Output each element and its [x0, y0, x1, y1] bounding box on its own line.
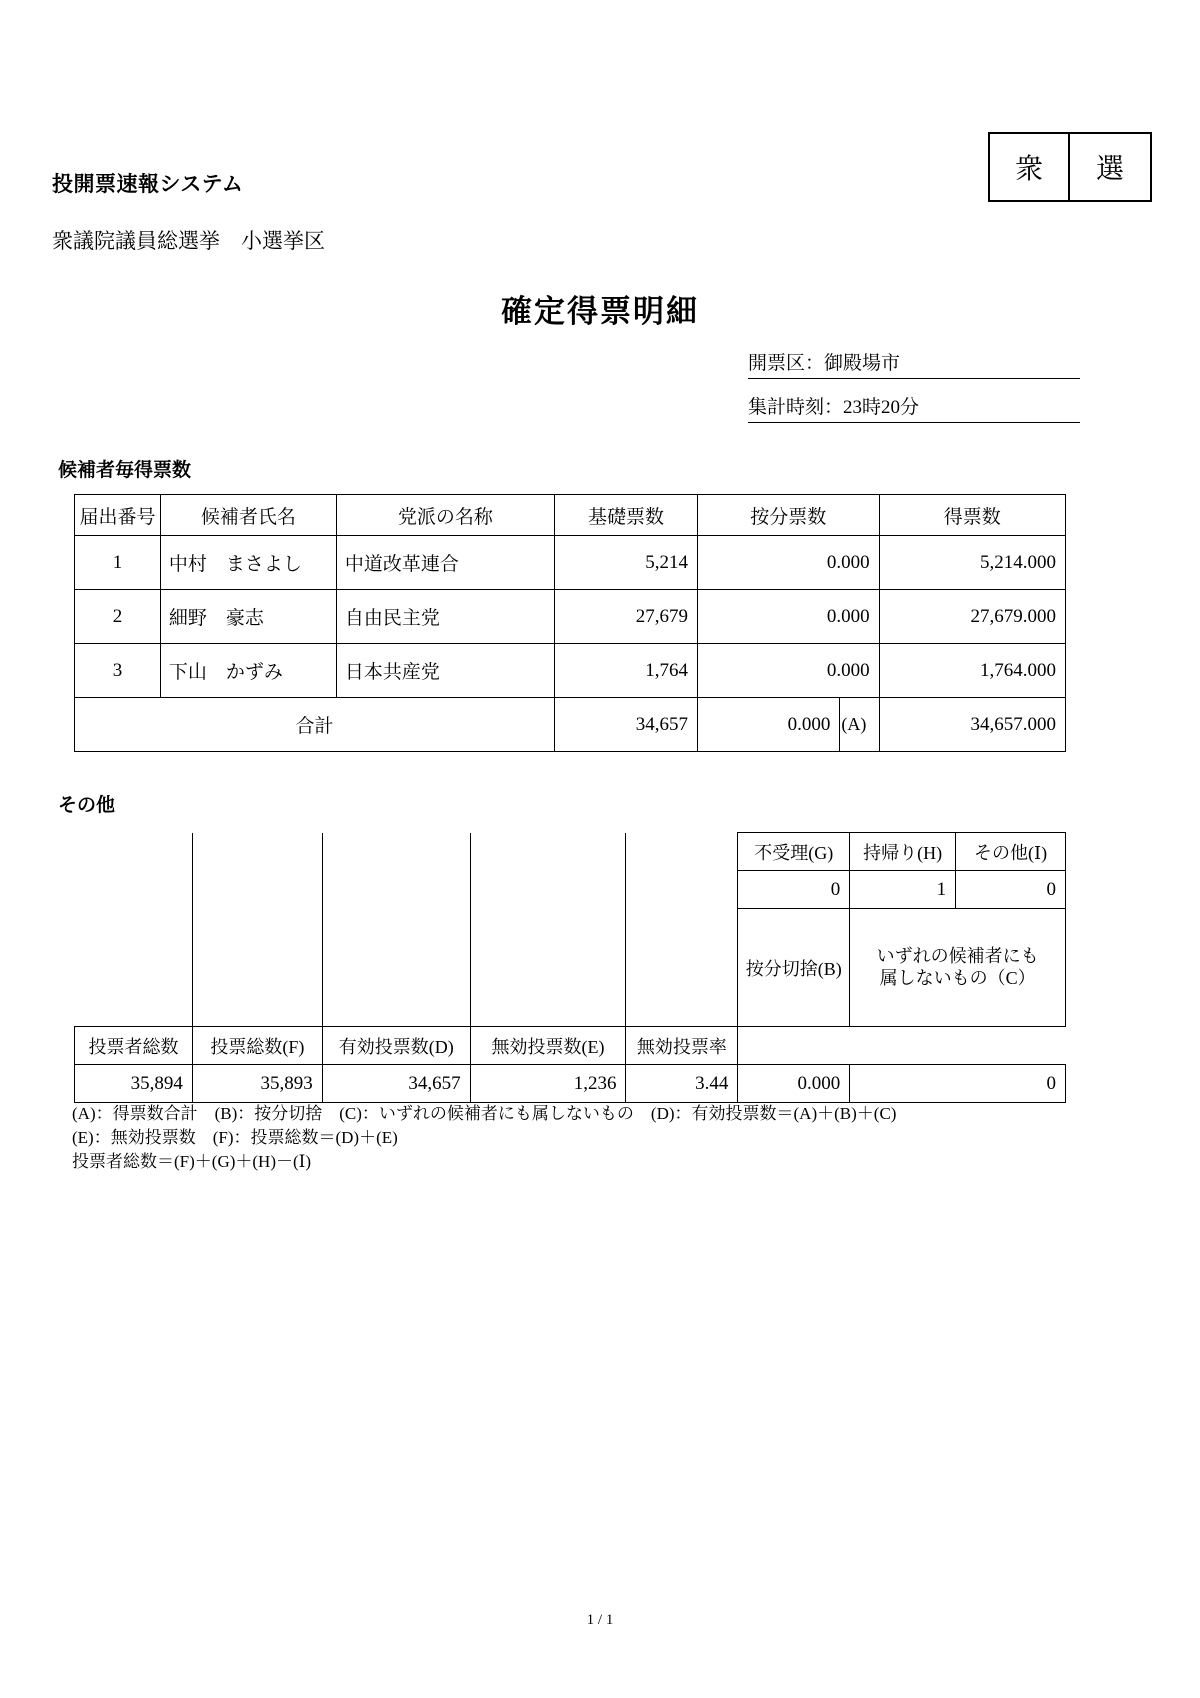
total-proportional-votes: 0.000	[697, 698, 839, 752]
candidate-proportional-votes: 0.000	[697, 590, 879, 644]
legend-line-3: 投票者総数＝(F)＋(G)＋(H)－(Ⅰ)	[72, 1152, 312, 1172]
candidate-party: 自由民主党	[336, 590, 554, 644]
candidate-party: 日本共産党	[336, 644, 554, 698]
candidate-no: 1	[75, 536, 161, 590]
total-base-votes: 34,657	[555, 698, 698, 752]
column-header-other: その他(Ⅰ)	[956, 833, 1066, 871]
column-header-proportional-truncation: 按分切捨(B)	[738, 909, 850, 1027]
other-section-heading: その他	[58, 794, 116, 816]
value-valid-votes: 34,657	[322, 1065, 470, 1103]
legend-line-1: (A)：得票数合計 (B)：按分切捨 (C)：いずれの候補者にも属しないもの (D)：有効投票数＝(A)＋(B)＋(C)	[72, 1104, 897, 1123]
other-value-bottom-row	[75, 1065, 1066, 1103]
stamp-box-sen: 選	[1070, 132, 1152, 202]
value-proportional-truncation: 0.000	[738, 1065, 850, 1103]
column-header-voters-total: 投票者総数	[75, 1027, 193, 1065]
value-voters-total: 35,894	[75, 1065, 193, 1103]
candidate-name: 中村 まさよし	[160, 536, 336, 590]
table-header-row	[75, 495, 1066, 536]
other-votes-table	[74, 832, 1066, 1103]
legend-line-2: (E)：無効投票数 (F)：投票総数＝(D)＋(E)	[72, 1128, 398, 1148]
column-header-base-votes: 基礎票数	[555, 495, 698, 536]
candidate-votes-table	[74, 494, 1066, 752]
value-taken-home: 1	[850, 871, 956, 909]
page-indicator: 1 / 1	[586, 1612, 614, 1628]
value-invalid-rate: 3.44	[626, 1065, 738, 1103]
column-header-invalid-rate: 無効投票率	[626, 1027, 738, 1065]
other-sub-header-row	[75, 1027, 1066, 1065]
value-invalid-votes: 1,236	[470, 1065, 626, 1103]
column-header-no: 届出番号	[75, 495, 161, 536]
value-not-accepted: 0	[738, 871, 850, 909]
candidate-total-votes: 5,214.000	[879, 536, 1065, 590]
total-proportional-tag: (A)	[840, 698, 879, 752]
table-row	[75, 536, 1066, 590]
other-header-top-row	[75, 833, 1066, 871]
value-other: 0	[956, 871, 1066, 909]
election-name: 衆議院議員総選挙 小選挙区	[52, 229, 325, 253]
table-row	[75, 644, 1066, 698]
column-header-party: 党派の名称	[336, 495, 554, 536]
column-header-not-accepted: 不受理(G)	[738, 833, 850, 871]
candidate-name: 細野 豪志	[160, 590, 336, 644]
column-header-invalid-votes: 無効投票数(E)	[470, 1027, 626, 1065]
value-unassigned: 0	[850, 1065, 1066, 1103]
candidate-proportional-votes: 0.000	[697, 644, 879, 698]
candidate-section-heading: 候補者毎得票数	[58, 459, 192, 481]
column-header-name: 候補者氏名	[160, 495, 336, 536]
candidate-base-votes: 1,764	[555, 644, 698, 698]
stamp-box-group	[988, 132, 1152, 202]
candidate-base-votes: 5,214	[555, 536, 698, 590]
candidate-party: 中道改革連合	[336, 536, 554, 590]
legend-block	[72, 1102, 896, 1174]
system-title: 投開票速報システム	[52, 172, 244, 196]
total-label: 合計	[75, 698, 555, 752]
column-header-proportional-votes: 按分票数	[697, 495, 879, 536]
table-row	[75, 590, 1066, 644]
column-header-total-votes: 得票数	[879, 495, 1065, 536]
candidate-total-votes: 1,764.000	[879, 644, 1065, 698]
column-header-unassigned: いずれの候補者にも 属しないもの（C）	[850, 909, 1066, 1027]
stamp-box-shu: 衆	[988, 132, 1070, 202]
district-line: 開票区：御殿場市	[748, 348, 1080, 379]
candidate-no: 3	[75, 644, 161, 698]
table-total-row	[75, 698, 1066, 752]
total-total-votes: 34,657.000	[879, 698, 1065, 752]
candidate-total-votes: 27,679.000	[879, 590, 1065, 644]
candidate-proportional-votes: 0.000	[697, 536, 879, 590]
column-header-taken-home: 持帰り(H)	[850, 833, 956, 871]
candidate-name: 下山 かずみ	[160, 644, 336, 698]
column-header-votes-total: 投票総数(F)	[192, 1027, 322, 1065]
candidate-no: 2	[75, 590, 161, 644]
page-title: 確定得票明細	[501, 294, 699, 330]
column-header-valid-votes: 有効投票数(D)	[322, 1027, 470, 1065]
tally-time-line: 集計時刻：23時20分	[748, 392, 1080, 423]
candidate-base-votes: 27,679	[555, 590, 698, 644]
value-votes-total: 35,893	[192, 1065, 322, 1103]
